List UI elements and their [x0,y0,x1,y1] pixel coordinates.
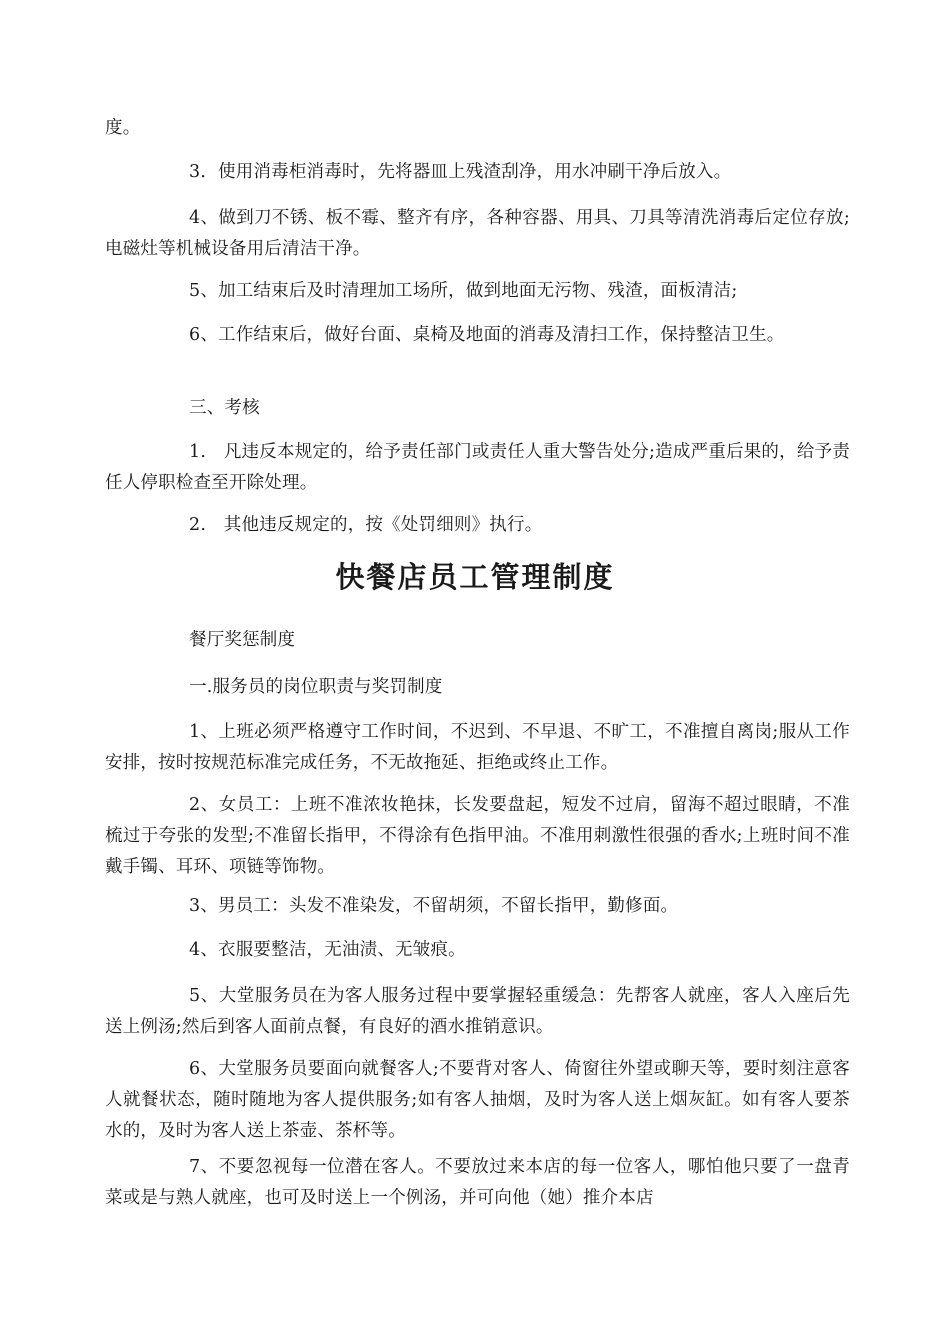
rule-item-6: 6、大堂服务员要面向就餐客人;不要背对客人、倚窗往外望或聊天等，要时刻注意客人就餐状态，随时随地为客人提供服务;如有客人抽烟，及时为客人送上烟灰缸。如有客人要茶水的，及时为客人送上茶壶、茶杯等。 [105,1059,850,1141]
rule-item-4: 4、衣服要整洁，无油渍、无皱痕。 [189,940,466,960]
rule-item-2: 2、女员工：上班不准浓妆艳抹，长发要盘起，短发不过肩，留海不超过眼睛，不准梳过于夸张的发型;不准留长指甲，不得涂有色指甲油。不准用刺激性很强的香水;上班时间不准戴手镯、耳环、项链等饰物。 [105,795,850,877]
section-heading-assessment: 三、考核 [189,398,260,418]
section-heading-rewards: 餐厅奖惩制度 [189,630,296,650]
rule-item-1: 1、上班必须严格遵守工作时间，不迟到、不早退、不旷工，不准擅自离岗;服从工作安排，按时按规范标准完成任务，不无故拖延、拒绝或终止工作。 [105,722,850,773]
paragraph-item-4: 4、做到刀不锈、板不霉、整齐有序，各种容器、用具、刀具等清洗消毒后定位存放;电磁灶等机械设备用后清洁干净。 [105,208,850,259]
paragraph-assessment-2: 2. 其他违反规定的，按《处罚细则》执行。 [189,515,543,535]
paragraph-item-6: 6、工作结束后，做好台面、桌椅及地面的消毒及清扫工作，保持整洁卫生。 [189,325,785,345]
document-title: 快餐店员工管理制度 [335,560,615,594]
paragraph-item-5: 5、加工结束后及时清理加工场所，做到地面无污物、残渣，面板清洁; [189,281,738,301]
rule-item-3: 3、男员工：头发不准染发，不留胡须，不留长指甲，勤修面。 [189,896,679,916]
rule-item-7: 7、不要忽视每一位潜在客人。不要放过来本店的每一位客人，哪怕他只要了一盘青菜或是与熟人就座，也可及时送上一个例汤，并可向他（她）推介本店 [105,1157,850,1208]
paragraph-assessment-1: 1. 凡违反本规定的，给予责任部门或责任人重大警告处分;造成严重后果的，给予责任人停职检查至开除处理。 [105,442,850,493]
rule-item-5: 5、大堂服务员在为客人服务过程中要掌握轻重缓急：先帮客人就座，客人入座后先送上例汤;然后到客人面前点餐，有良好的酒水推销意识。 [105,986,850,1037]
section-heading-waiter-duties: 一.服务员的岗位职责与奖罚制度 [189,677,443,697]
paragraph-continuation: 度。 [105,118,141,138]
paragraph-item-3: 3．使用消毒柜消毒时，先将器皿上残渣刮净，用水冲刷干净后放入。 [189,162,732,182]
